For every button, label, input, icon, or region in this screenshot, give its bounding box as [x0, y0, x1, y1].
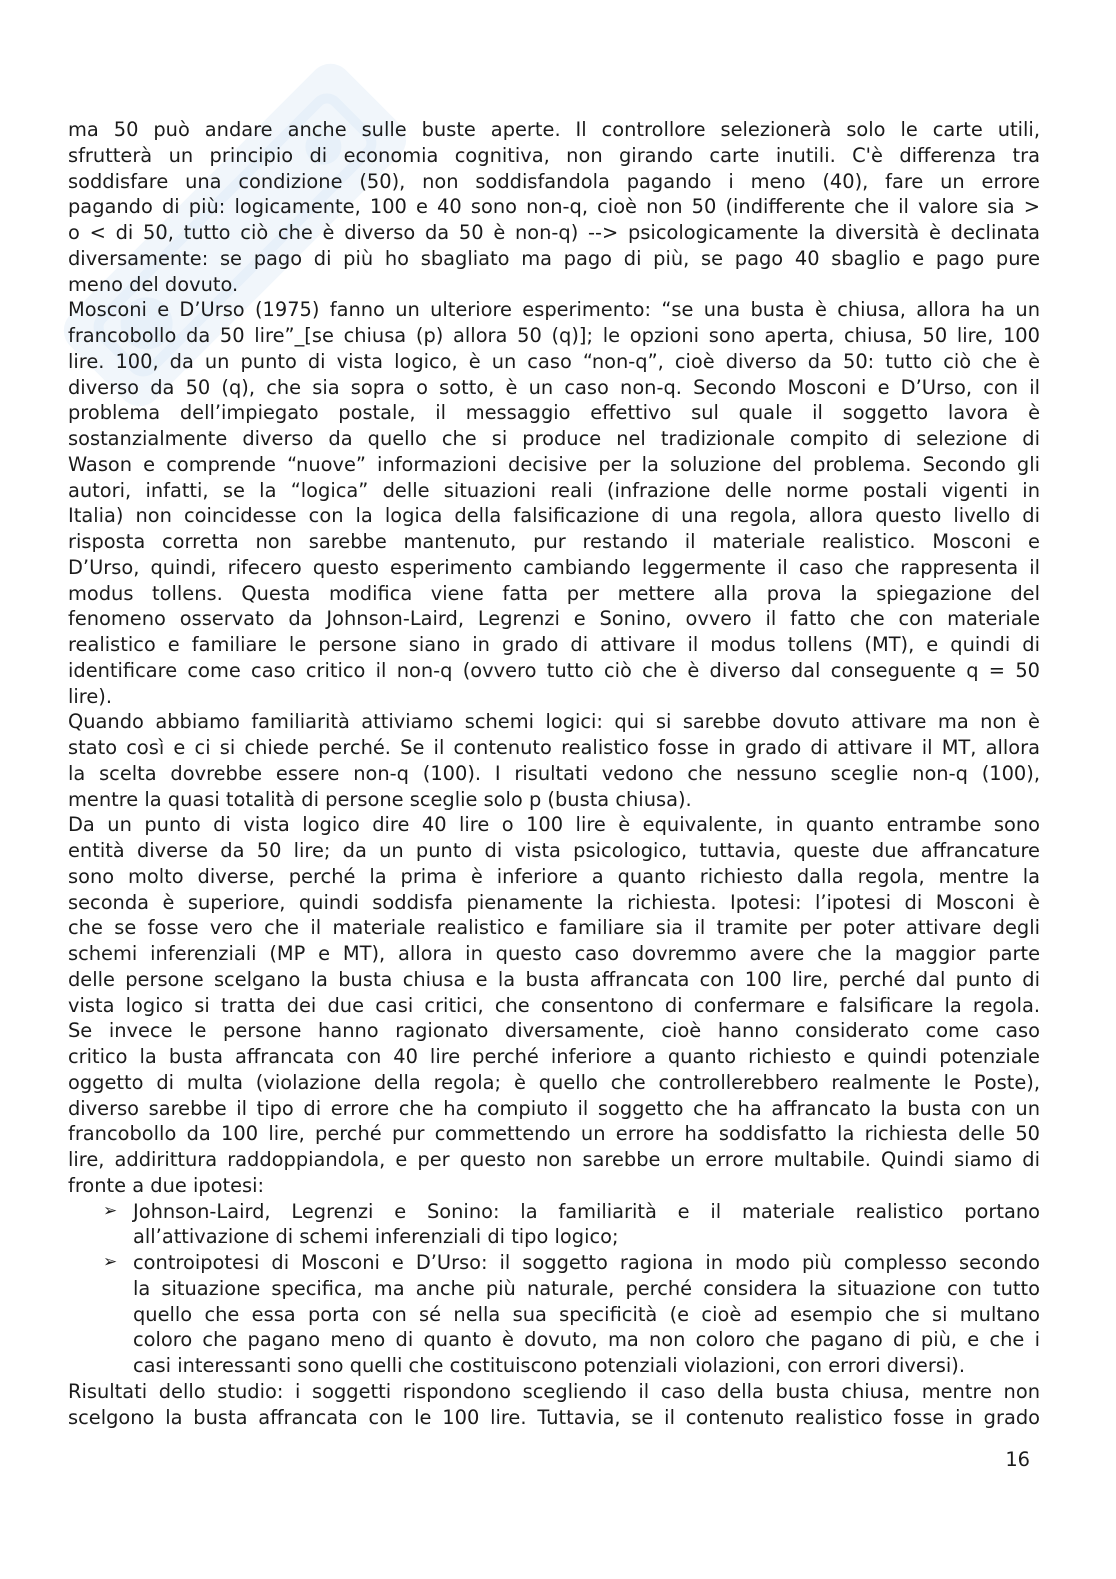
- text-line: mentre la quasi totalità di persone sceglie solo p (busta chiusa).: [68, 787, 692, 811]
- text-line: la scelta dovrebbe essere non-q (100). I risultati vedono che nessuno sceglie non-q (100),: [68, 761, 1040, 785]
- text-line: Da un punto di vista logico dire 40 lire o 100 lire è equivalente, in quanto entrambe sono: [68, 813, 1040, 837]
- text-line: che se fosse vero che il materiale realistico e familiare sia il tramite per poter attivare degli: [68, 916, 1040, 940]
- text-line: casi interessanti sono quelli che costituiscono potenziali violazioni, con errori diversi).: [133, 1354, 966, 1377]
- arrow-bullet-icon: ➢: [103, 1252, 118, 1272]
- page-number: 16: [1005, 1448, 1030, 1471]
- text-line: autori, infatti, se la “logica” delle situazioni reali (infrazione delle norme postali vigenti in: [68, 478, 1040, 502]
- text-line: all’attivazione di schemi inferenziali di tipo logico;: [133, 1225, 619, 1249]
- text-line: pagando di più: logicamente, 100 e 40 sono non-q, cioè non 50 (indifferente che il valore sia >: [68, 195, 1040, 219]
- paragraph: [68, 297, 1040, 709]
- text-line: o < di 50, tutto ciò che è diverso da 50 è non-q) --> psicologicamente la diversità è declinata: [68, 221, 1040, 244]
- bullet-list: [68, 1199, 1040, 1379]
- text-line: oggetto di multa (violazione della regola; è quello che controllerebbero realmente le Poste),: [68, 1070, 1040, 1094]
- text-line: Quando abbiamo familiarità attiviamo schemi logici: qui si sarebbe dovuto attivare ma non è: [68, 710, 1040, 734]
- text-line: Se invece le persone hanno ragionato diversamente, cioè hanno considerato come caso: [68, 1019, 1040, 1043]
- text-line: soddisfare una condizione (50), non soddisfandola pagando i meno (40), fare un errore: [68, 169, 1040, 193]
- paragraph: [68, 709, 1040, 812]
- text-line: fenomeno osservato da Johnson-Laird, Legrenzi e Sonino, ovvero il fatto che con materiale: [68, 607, 1040, 631]
- text-line: sostanzialmente diverso da quello che si produce nel tradizionale compito di selezione di: [68, 427, 1040, 450]
- text-line: problema dell’impiegato postale, il messaggio effettivo sul quale il soggetto lavora è: [68, 401, 1040, 425]
- text-line: meno del dovuto.: [68, 272, 239, 296]
- paragraph: [68, 812, 1040, 1198]
- bullet-item: [68, 1250, 1040, 1379]
- text-line: delle persone scelgano la busta chiusa e la busta affrancata con 100 lire, perché dal punto di: [68, 967, 1040, 991]
- text-line: Mosconi e D’Urso (1975) fanno un ulteriore esperimento: “se una busta è chiusa, allora ha un: [68, 298, 1040, 322]
- text-line: diversamente: se pago di più ho sbagliato ma pago di più, se pago 40 sbaglio e pago pure: [68, 246, 1040, 270]
- text-line: lire, addirittura raddoppiandola, e per questo non sarebbe un errore multabile. Quindi siamo di: [68, 1148, 1040, 1171]
- text-line: D’Urso, quindi, rifecero questo esperimento cambiando leggermente il caso che rappresenta il: [68, 555, 1040, 579]
- text-line: coloro che pagano meno di quanto è dovuto, ma non coloro che pagano di più, e che i: [133, 1328, 1040, 1352]
- paragraph: [68, 1379, 1040, 1431]
- document-body: [68, 117, 1040, 1430]
- text-line: entità diverse da 50 lire; da un punto di vista psicologico, tuttavia, queste due affrancature: [68, 839, 1040, 862]
- text-line: identificare come caso critico il non-q (ovvero tutto ciò che è diverso dal conseguente q = 50: [68, 658, 1040, 682]
- text-line: sono molto diverse, perché la prima è inferiore a quanto richiesto dalla regola, mentre la: [68, 864, 1040, 888]
- text-line: controipotesi di Mosconi e D’Urso: il soggetto ragiona in modo più complesso secondo: [133, 1251, 1040, 1274]
- text-line: quello che essa porta con sé nella sua specificità (e cioè ad esempio che si multano: [133, 1302, 1040, 1326]
- text-line: realistico e familiare le persone siano in grado di attivare il modus tollens (MT), e quindi di: [68, 633, 1040, 656]
- text-line: fronte a due ipotesi:: [68, 1173, 265, 1197]
- text-line: diverso sarebbe il tipo di errore che ha compiuto il soggetto che ha affrancato la busta con un: [68, 1096, 1040, 1120]
- bullet-item: [68, 1199, 1040, 1251]
- text-line: schemi inferenziali (MP e MT), allora in questo caso dovremmo avere che la maggior parte: [68, 942, 1040, 965]
- text-line: ma 50 può andare anche sulle buste aperte. Il controllore selezionerà solo le carte utili,: [68, 118, 1040, 141]
- text-line: lire. 100, da un punto di vista logico, è un caso “non-q”, cioè diverso da 50: tutto ciò che è: [68, 349, 1040, 373]
- text-line: Johnson-Laird, Legrenzi e Sonino: la familiarità e il materiale realistico portano: [133, 1199, 1040, 1223]
- text-line: francobollo da 100 lire, perché pur commettendo un errore ha soddisfatto la richiesta delle 50: [68, 1122, 1040, 1146]
- text-line: diverso da 50 (q), che sia sopra o sotto, è un caso non-q. Secondo Mosconi e D’Urso, con il: [68, 375, 1040, 399]
- text-line: vista logico si tratta dei due casi critici, che consentono di confermare e falsificare la regola.: [68, 993, 1040, 1017]
- text-line: lire).: [68, 684, 112, 708]
- text-line: critico la busta affrancata con 40 lire perché inferiore a quanto richiesto e quindi potenziale: [68, 1045, 1040, 1068]
- text-line: Risultati dello studio: i soggetti rispondono scegliendo il caso della busta chiusa, mentre non: [68, 1379, 1040, 1403]
- text-line: scelgono la busta affrancata con le 100 lire. Tuttavia, se il contenuto realistico fosse in grado: [68, 1405, 1040, 1429]
- text-line: stato così e ci si chiede perché. Se il contenuto realistico fosse in grado di attivare il MT, allora: [68, 736, 1040, 759]
- text-line: Italia) non coincidesse con la logica della falsificazione di una regola, allora questo livello di: [68, 504, 1040, 528]
- text-line: francobollo da 50 lire”_[se chiusa (p) allora 50 (q)]; le opzioni sono aperta, chiusa, 50 lire, 100: [68, 324, 1040, 347]
- text-line: seconda è superiore, quindi soddisfa pienamente la richiesta. Ipotesi: l’ipotesi di Mosconi è: [68, 890, 1040, 914]
- arrow-bullet-icon: ➢: [103, 1200, 118, 1221]
- text-line: sfrutterà un principio di economia cognitiva, non girando carte inutili. C'è differenza tra: [68, 143, 1040, 167]
- text-line: modus tollens. Questa modifica viene fatta per mettere alla prova la spiegazione del: [68, 581, 1040, 605]
- text-line: la situazione specifica, ma anche più naturale, perché considera la situazione con tutto: [133, 1276, 1040, 1300]
- text-line: Wason e comprende “nuove” informazioni decisive per la soluzione del problema. Secondo gli: [68, 452, 1040, 476]
- text-line: risposta corretta non sarebbe mantenuto, pur restando il materiale realistico. Mosconi e: [68, 530, 1040, 553]
- paragraph: [68, 117, 1040, 297]
